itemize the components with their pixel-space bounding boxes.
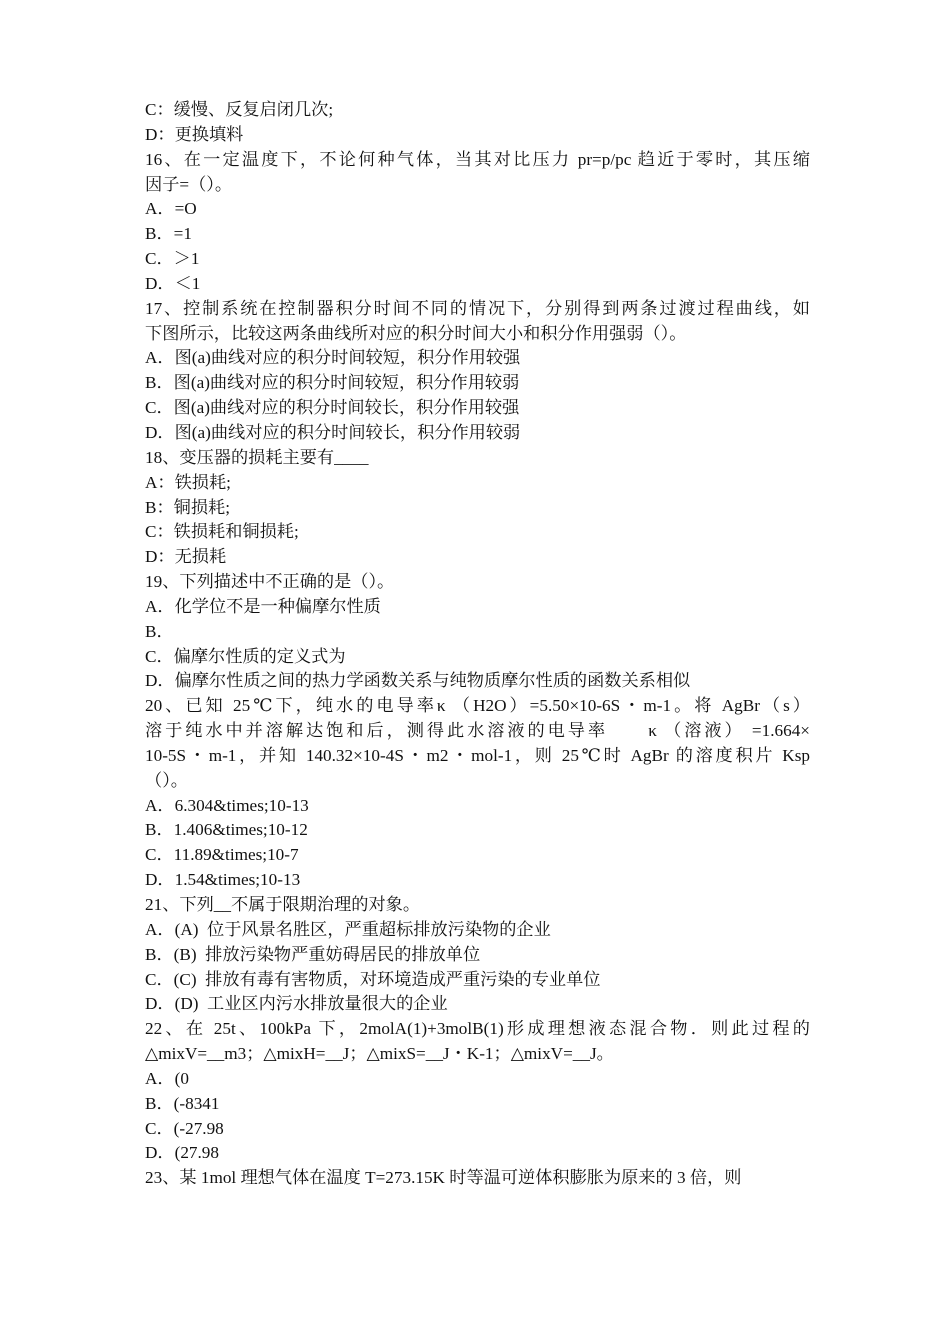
text-line: D：无损耗 <box>145 547 227 567</box>
text-line: D．＜1 <box>145 273 201 293</box>
question-line: 20、已知 25℃下，纯水的电导率κ （H2O）=5.50×10-6S・m-1。将 AgBr（s） <box>145 696 810 716</box>
question-text <box>145 1166 810 1191</box>
text-line: D．偏摩尔性质之间的热力学函数关系与纯物质摩尔性质的函数关系相似 <box>145 671 691 691</box>
text-line: A．=O <box>145 199 197 219</box>
question-line: 22、在 25t、100kPa 下，2molA(1)+3molB(1)形成理想液态混合物．则此过程的 <box>145 1019 810 1039</box>
text-line: A．(A) 位于风景名胜区，严重超标排放污染物的企业 <box>145 919 551 939</box>
text-line: C：缓慢、反复启闭几次; <box>145 100 334 119</box>
text-line: D．(27.98 <box>145 1143 219 1163</box>
text-line: 21、下列__不属于限期治理的对象。 <box>145 895 421 914</box>
text-line: D．1.54&times;10-13 <box>145 870 301 890</box>
text-line: 19、下列描述中不正确的是（）。 <box>145 572 395 592</box>
text-line: C．图(a)曲线对应的积分时间较长，积分作用较强 <box>145 398 520 418</box>
text-line: D．(D) 工业区内污水排放量很大的企业 <box>145 994 448 1014</box>
question-line: 23、某 1mol 理想气体在温度 T=273.15K 时等温可逆体积膨胀为原来的 3 倍，则 <box>145 1168 742 1188</box>
text-line: D．图(a)曲线对应的积分时间较长，积分作用较弱 <box>145 422 521 442</box>
document-page <box>145 98 810 1191</box>
question-text <box>145 694 810 793</box>
question-line: △mixV=__m3；△mixH=__J；△mixS=__J・K-1；△mixV=__J。 <box>145 1044 614 1064</box>
text-line: C．偏摩尔性质的定义式为 <box>145 646 346 666</box>
question-text <box>145 297 810 347</box>
text-line: B：铜损耗; <box>145 497 230 517</box>
text-line: B．=1 <box>145 224 192 244</box>
text-line: B．(-8341 <box>145 1093 220 1113</box>
question-text <box>145 148 810 198</box>
question-text <box>145 1017 810 1067</box>
text-line: B．(B) 排放污染物严重妨碍居民的排放单位 <box>145 944 481 964</box>
question-line: 因子=（）。 <box>145 174 233 194</box>
text-line: C．(C) 排放有毒有害物质，对环境造成严重污染的专业单位 <box>145 969 601 989</box>
question-line: （）。 <box>145 770 188 790</box>
text-line: C．＞1 <box>145 249 200 269</box>
text-line: D：更换填料 <box>145 124 244 144</box>
question-line: 17、控制系统在控制器积分时间不同的情况下，分别得到两条过渡过程曲线，如 <box>145 298 810 318</box>
question-line: 16、在一定温度下，不论何种气体，当其对比压力 pr=p/pc 趋近于零时，其压缩 <box>145 149 810 169</box>
text-line: C：铁损耗和铜损耗; <box>145 522 299 542</box>
text-line: A．(0 <box>145 1068 189 1088</box>
text-line: B．图(a)曲线对应的积分时间较短，积分作用较弱 <box>145 373 520 393</box>
text-line: 18、变压器的损耗主要有____ <box>145 447 369 467</box>
text-line: B．1.406&times;10-12 <box>145 820 308 840</box>
text-line: A．图(a)曲线对应的积分时间较短，积分作用较强 <box>145 348 521 368</box>
text-line: C．(-27.98 <box>145 1118 224 1138</box>
text-line: A：铁损耗; <box>145 472 231 492</box>
question-line: 下图所示，比较这两条曲线所对应的积分时间大小和积分作用强弱（）。 <box>145 323 687 343</box>
text-line: C．11.89&times;10-7 <box>145 845 299 865</box>
text-line: A．6.304&times;10-13 <box>145 795 309 815</box>
text-line: A．化学位不是一种偏摩尔性质 <box>145 596 381 616</box>
text-line: B． <box>145 621 174 641</box>
question-line: 10-5S・m-1，并知 140.32×10-4S・m2・mol-1，则 25℃时 AgBr 的溶度积片 Ksp <box>145 745 810 765</box>
question-line: 溶于纯水中并溶解达饱和后，测得此水溶液的电导率 κ （溶液） =1.664× <box>145 721 810 741</box>
